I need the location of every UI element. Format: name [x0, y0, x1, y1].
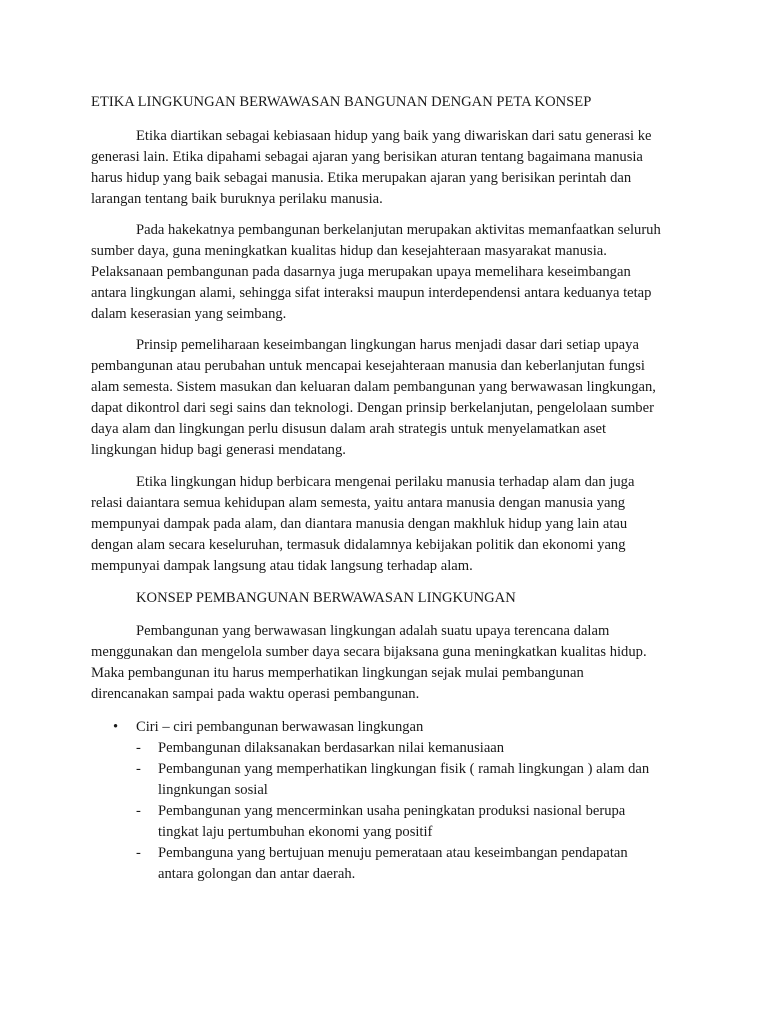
paragraph-2-line-5: dalam keserasian yang seimbang.: [91, 306, 287, 322]
document-title: ETIKA LINGKUNGAN BERWAWASAN BANGUNAN DENGAN PETA KONSEP: [91, 94, 592, 110]
paragraph-3-line-5: daya alam dan lingkungan perlu disusun dalam arah strategis untuk menyelamatkan aset: [91, 421, 607, 437]
list-item-3-line-1: Pembangunan yang mencerminkan usaha peningkatan produksi nasional berupa: [158, 803, 626, 819]
paragraph-5-line-2: menggunakan dan mengelola sumber daya secara bijaksana guna meningkatkan kualitas hidup.: [91, 644, 647, 660]
bullet-text: Ciri – ciri pembangunan berwawasan lingkungan: [136, 719, 424, 735]
paragraph-4-line-2: relasi daiantara semua kehidupan alam semesta, yaitu antara manusia dengan manusia yang: [91, 495, 626, 511]
paragraph-5-line-3: Maka pembangunan itu harus memperhatikan lingkungan sejak mulai pembangunan: [91, 665, 584, 681]
paragraph-3-line-1: Prinsip pemeliharaan keseimbangan lingkungan harus menjadi dasar dari setiap upaya: [136, 337, 639, 353]
paragraph-3-line-3: alam semesta. Sistem masukan dan keluaran dalam pembangunan yang berwawasan lingkungan,: [91, 379, 656, 395]
list-item-2-line-2: lingnkungan sosial: [158, 782, 268, 798]
list-item-3-line-2: tingkat laju pertumbuhan ekonomi yang positif: [158, 824, 433, 840]
paragraph-3-line-2: pembangunan atau perubahan untuk mencapai kesejahteraan manusia dan keberlanjutan fungsi: [91, 358, 645, 374]
paragraph-3-line-4: dapat dikontrol dari segi sains dan teknologi. Dengan prinsip berkelanjutan, pengelolaan sumber: [91, 400, 654, 416]
paragraph-2-line-3: Pelaksanaan pembangunan pada dasarnya juga merupakan upaya memelihara keseimbangan: [91, 264, 631, 280]
paragraph-5-line-4: direncanakan sampai pada waktu operasi pembangunan.: [91, 686, 420, 702]
paragraph-5-line-1: Pembangunan yang berwawasan lingkungan adalah suatu upaya terencana dalam: [136, 623, 610, 639]
dash-marker: -: [136, 803, 141, 819]
list-item-1-line-1: Pembangunan dilaksanakan berdasarkan nilai kemanusiaan: [158, 740, 505, 756]
list-item-4-line-2: antara golongan dan antar daerah.: [158, 866, 356, 882]
dash-marker: -: [136, 845, 141, 861]
paragraph-2-line-1: Pada hakekatnya pembangunan berkelanjutan merupakan aktivitas memanfaatkan seluruh: [136, 222, 661, 238]
paragraph-2-line-4: antara lingkungan alami, sehingga sifat interaksi maupun interdependensi antara keduanya tetap: [91, 285, 652, 301]
paragraph-2-line-2: sumber daya, guna meningkatkan kualitas hidup dan kesejahteraan masyarakat manusia.: [91, 243, 607, 259]
dash-marker: -: [136, 740, 141, 756]
paragraph-1-line-3: harus hidup yang baik sebagai manusia. Etika merupakan ajaran yang berisikan perintah dan: [91, 170, 632, 186]
paragraph-4-line-5: mempunyai dampak langsung atau tidak langsung terhadap alam.: [91, 558, 473, 574]
paragraph-1-line-2: generasi lain. Etika dipahami sebagai ajaran yang berisikan aturan tentang bagaimana manusia: [91, 149, 643, 165]
list-item-2-line-1: Pembangunan yang memperhatikan lingkungan fisik ( ramah lingkungan ) alam dan: [158, 761, 650, 777]
paragraph-1-line-1: Etika diartikan sebagai kebiasaan hidup yang baik yang diwariskan dari satu generasi ke: [136, 128, 652, 144]
paragraph-3-line-6: lingkungan hidup bagi generasi mendatang.: [91, 442, 346, 458]
dash-marker: -: [136, 761, 141, 777]
paragraph-4-line-1: Etika lingkungan hidup berbicara mengenai perilaku manusia terhadap alam dan juga: [136, 474, 635, 490]
bullet-point: •: [113, 719, 119, 735]
paragraph-4-line-3: mempunyai dampak pada alam, dan diantara manusia dengan makhluk hidup yang lain atau: [91, 516, 628, 532]
paragraph-4-line-4: dengan alam secara keseluruhan, termasuk didalamnya kebijakan politik dan ekonomi yang: [91, 537, 626, 553]
paragraph-1-line-4: larangan tentang baik buruknya perilaku manusia.: [91, 191, 383, 207]
list-item-4-line-1: Pembanguna yang bertujuan menuju pemerataan atau keseimbangan pendapatan: [158, 845, 628, 861]
section-subheading: KONSEP PEMBANGUNAN BERWAWASAN LINGKUNGAN: [136, 590, 516, 606]
